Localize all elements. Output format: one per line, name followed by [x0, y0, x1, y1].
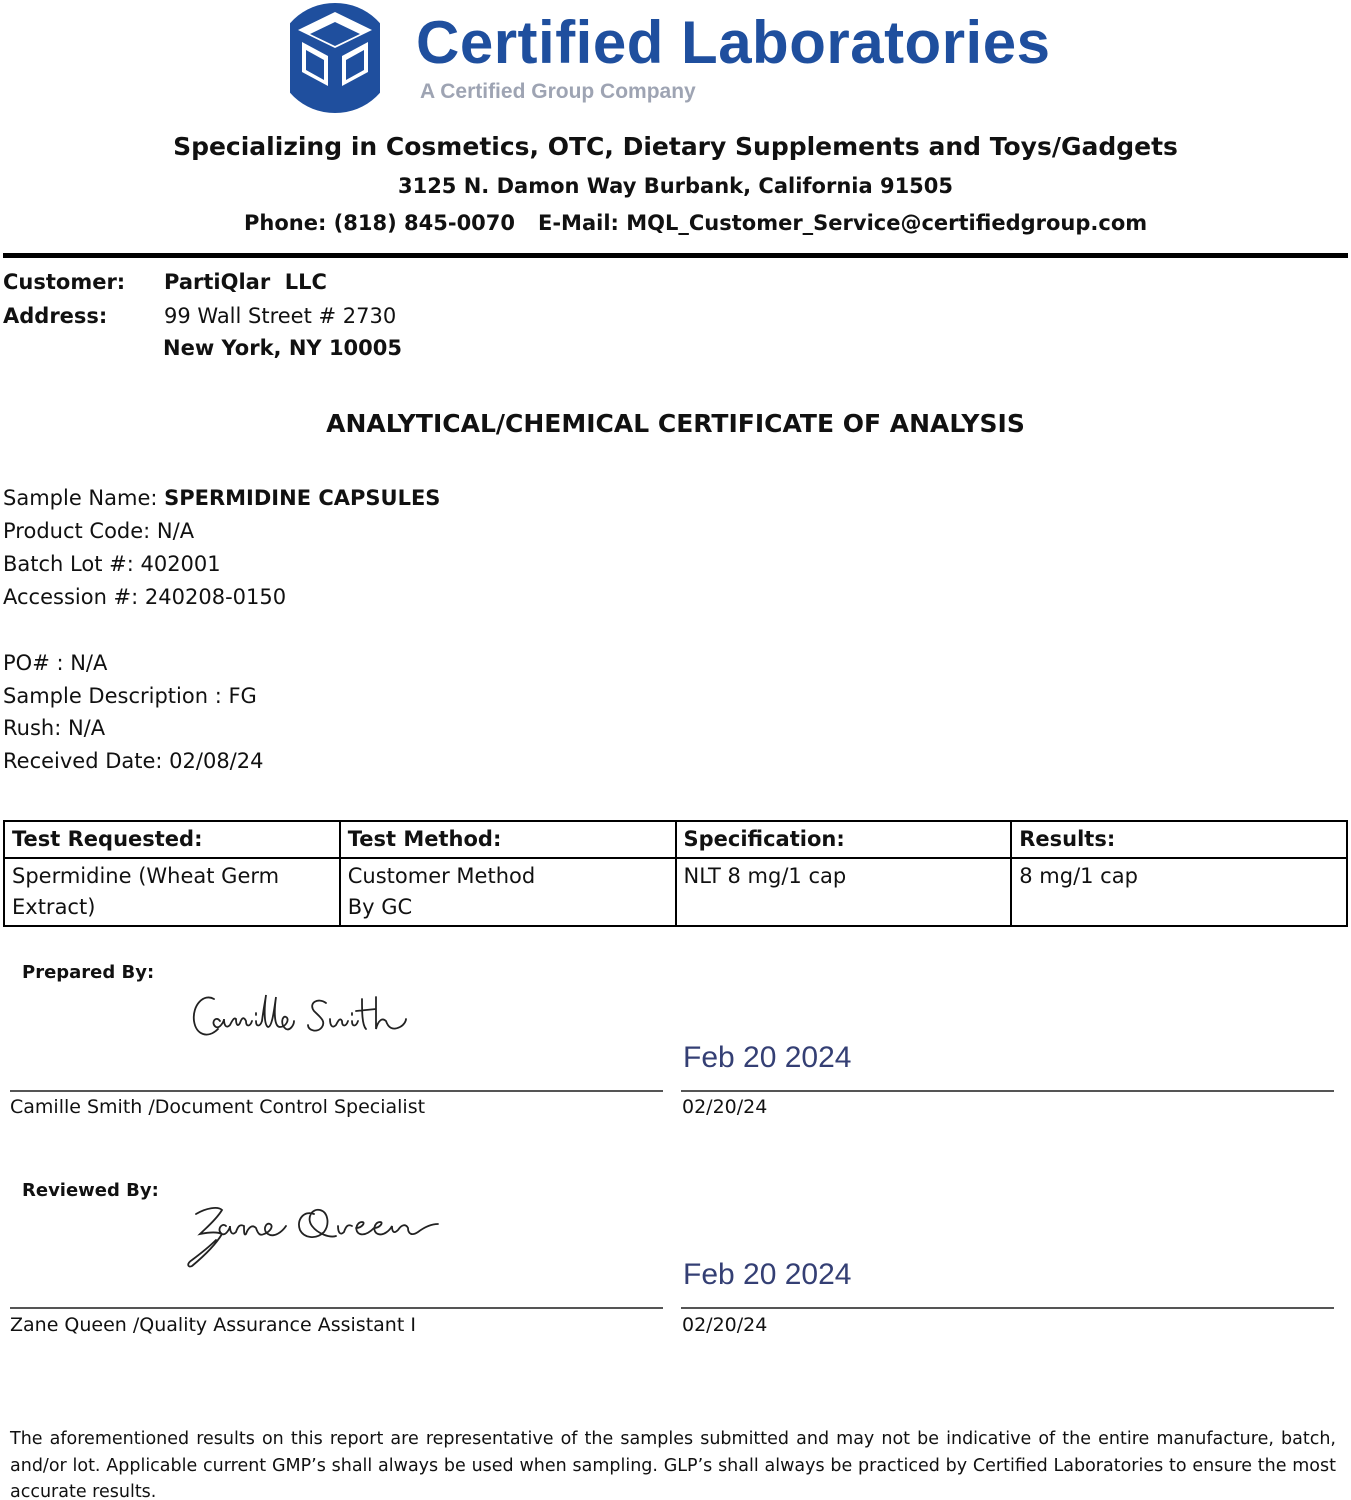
reviewed-signature-line [10, 1307, 663, 1309]
sample-description: Sample Description : FG [3, 684, 257, 708]
table-header-row [4, 821, 1347, 858]
customer-value: PartiQlar LLC [164, 270, 327, 294]
accession-number: Accession #: 240208-0150 [3, 585, 287, 609]
reviewed-date-line [681, 1307, 1334, 1309]
po-number: PO# : N/A [3, 651, 108, 675]
header-test-method: Test Method: [340, 821, 676, 858]
header-results: Results: [1011, 821, 1347, 858]
reviewed-by-label: Reviewed By: [22, 1180, 159, 1201]
cell-specification: NLT 8 mg/1 cap [676, 858, 1012, 926]
address-line-2: New York, NY 10005 [163, 336, 402, 360]
prepared-date-line [681, 1090, 1334, 1092]
prepared-date: 02/20/24 [682, 1096, 768, 1118]
sample-name-label: Sample Name: [3, 486, 165, 510]
table-row [4, 858, 1347, 926]
lab-phone: Phone: (818) 845-0070 [244, 211, 516, 235]
received-date: Received Date: 02/08/24 [3, 749, 264, 773]
document-title: ANALYTICAL/CHEMICAL CERTIFICATE OF ANALYSIS [326, 409, 1025, 438]
certified-laboratories-logo-icon [276, 2, 394, 114]
company-name: Certified Laboratories [416, 9, 1051, 76]
results-table [3, 820, 1348, 927]
address-label: Address: [3, 304, 108, 328]
prepared-by-label: Prepared By: [22, 962, 155, 983]
specializing-line: Specializing in Cosmetics, OTC, Dietary Supplements and Toys/Gadgets [173, 132, 1178, 161]
prepared-stamp-date: Feb 20 2024 [683, 1041, 852, 1074]
prepared-by-name: Camille Smith /Document Control Specialist [10, 1096, 426, 1118]
reviewed-stamp-date: Feb 20 2024 [683, 1258, 852, 1291]
reviewed-date: 02/20/24 [682, 1314, 768, 1336]
lab-address: 3125 N. Damon Way Burbank, California 91505 [397, 174, 954, 198]
header-divider [3, 253, 1348, 258]
rush: Rush: N/A [3, 716, 106, 740]
batch-lot: Batch Lot #: 402001 [3, 552, 221, 576]
product-code: Product Code: N/A [3, 519, 195, 543]
cell-results: 8 mg/1 cap [1011, 858, 1347, 926]
lab-email: E-Mail: MQL_Customer_Service@certifiedgroup.com [538, 211, 1148, 235]
reviewed-by-signature [182, 1196, 442, 1272]
sample-name-value: SPERMIDINE CAPSULES [164, 486, 441, 510]
company-tagline: A Certified Group Company [420, 80, 696, 103]
reviewed-by-name: Zane Queen /Quality Assurance Assistant I [10, 1314, 416, 1336]
prepared-by-signature [186, 985, 412, 1047]
cell-test-requested: Spermidine (Wheat Germ Extract) [4, 858, 340, 926]
cell-test-method: Customer Method By GC [340, 858, 676, 926]
header-specification: Specification: [676, 821, 1012, 858]
disclaimer: The aforementioned results on this report are representative of the samples submitted and may not be indicative of the entire manufacture, batch, and/or lot. Applicable current GMP’s shall always be used when sampling. GLP’s shall always be practiced by Certified Laboratories to ensure the most accurate results. [10, 1429, 1336, 1500]
header-test-requested: Test Requested: [4, 821, 340, 858]
sample-name [3, 486, 440, 510]
address-line-1: 99 Wall Street # 2730 [164, 304, 397, 328]
customer-label: Customer: [3, 270, 126, 294]
prepared-signature-line [10, 1090, 663, 1092]
